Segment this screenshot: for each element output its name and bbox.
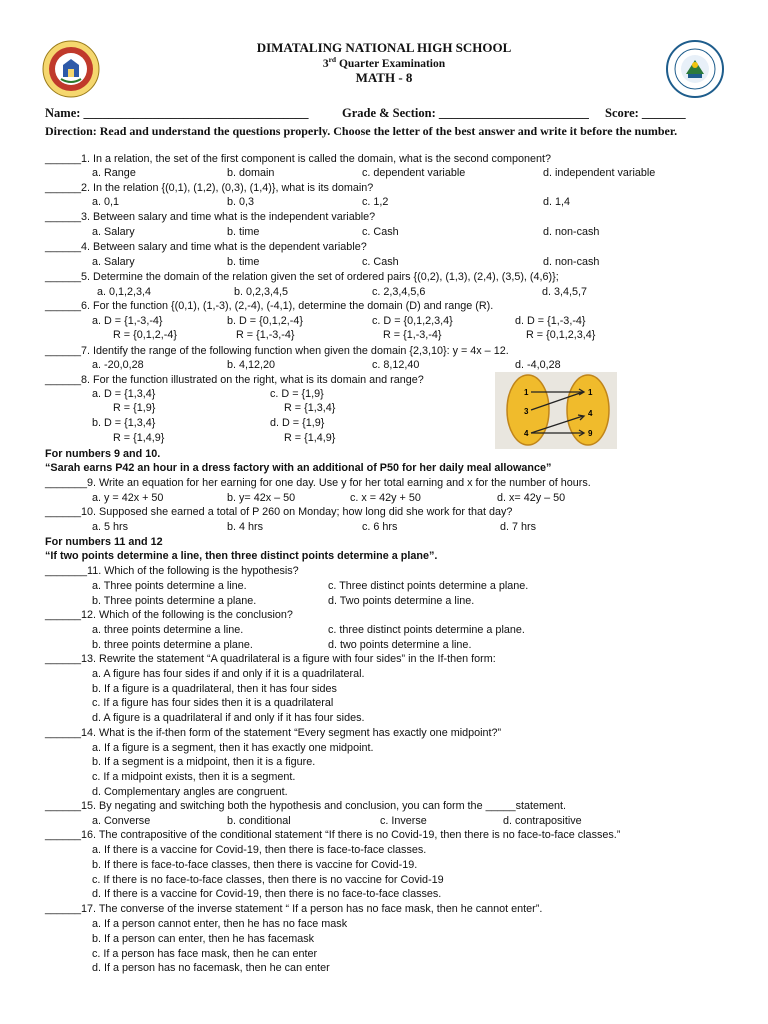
q8-option-d-domain: d. D = {1,9} xyxy=(270,417,325,429)
q12-option-a: a. three points determine a line. xyxy=(92,624,244,636)
q11-option-d: d. Two points determine a line. xyxy=(328,595,475,607)
q3-option-d: d. non-cash xyxy=(543,226,600,238)
q6-option-b-domain: b. D = {0,1,2,-4} xyxy=(227,315,303,327)
q17-option-d: d. If a person has no facemask, then he can enter xyxy=(92,962,330,974)
question-15: ______15. By negating and switching both the hypothesis and conclusion, you can form the _____statement. xyxy=(45,800,567,812)
q11-option-a: a. Three points determine a line. xyxy=(92,580,247,592)
q12-option-c: c. three distinct points determine a plane. xyxy=(328,624,525,636)
subject-title: MATH - 8 xyxy=(355,70,413,85)
q6-option-c-range: R = {1,-3,-4} xyxy=(383,329,442,341)
q10-option-a: a. 5 hrs xyxy=(92,521,129,533)
score-field[interactable]: Score: _______ xyxy=(605,106,686,120)
q10-option-c: c. 6 hrs xyxy=(362,521,398,533)
q13-option-b: b. If a figure is a quadrilateral, then it has four sides xyxy=(92,683,337,695)
exam-quarter xyxy=(0,55,768,70)
q15-option-a: a. Converse xyxy=(92,815,151,827)
q6-option-a-domain: a. D = {1,-3,-4} xyxy=(92,315,163,327)
question-13: ______13. Rewrite the statement “A quadrilateral is a figure with four sides” in the If-then form: xyxy=(45,653,496,665)
question-8: ______8. For the function illustrated on the right, what is its domain and range? xyxy=(45,374,424,386)
quarter-label: Quarter Examination xyxy=(336,57,446,70)
q6-option-a-range: R = {0,1,2,-4} xyxy=(113,329,177,341)
section-quote-11-12: “If two points determine a line, then three distinct points determine a plane”. xyxy=(45,550,438,562)
q4-option-d: d. non-cash xyxy=(543,256,600,268)
q12-option-b: b. three points determine a plane. xyxy=(92,639,253,651)
q3-option-b: b. time xyxy=(227,226,260,238)
q14-option-b: b. If a segment is a midpoint, then it is a figure. xyxy=(92,756,316,768)
domain-value-1: 1 xyxy=(524,388,529,397)
q1-option-a: a. Range xyxy=(92,167,136,179)
question-16: ______16. The contrapositive of the conditional statement “If there is no Covid-19, then there is no face-to-face classes.” xyxy=(45,829,621,841)
question-9: _______9. Write an equation for her earning for one day. Use y for her total earning and x for the number of hours. xyxy=(45,477,591,489)
question-14: ______14. What is the if-then form of the statement “Every segment has exactly one midpoint?” xyxy=(45,727,502,739)
range-value-2: 4 xyxy=(588,409,593,418)
q11-option-c: c. Three distinct points determine a plane. xyxy=(328,580,529,592)
q11-option-b: b. Three points determine a plane. xyxy=(92,595,257,607)
q3-option-c: c. Cash xyxy=(362,226,399,238)
q16-option-c: c. If there is no face-to-face classes, then there is no vaccine for Covid-19 xyxy=(92,874,444,886)
question-1: ______1. In a relation, the set of the first component is called the domain, what is the second component? xyxy=(45,153,551,165)
q13-option-c: c. If a figure has four sides then it is a quadrilateral xyxy=(92,697,334,709)
q8-option-a-domain: a. D = {1,3,4} xyxy=(92,388,156,400)
q16-option-a: a. If there is a vaccine for Covid-19, then there is face-to-face classes. xyxy=(92,844,427,856)
q7-option-d: d. -4,0,28 xyxy=(515,359,561,371)
question-5: ______5. Determine the domain of the relation given the set of ordered pairs {(0,2), (1,3), (2,4), (3,5), (4,6)}; xyxy=(45,271,559,283)
section-quote-9-10: “Sarah earns P42 an hour in a dress factory with an additional of P50 for her daily meal allowance” xyxy=(45,462,552,474)
q12-option-d: d. two points determine a line. xyxy=(328,639,472,651)
range-value-3: 9 xyxy=(588,429,593,438)
question-17: ______17. The converse of the inverse statement “ If a person has no face mask, then he cannot enter”. xyxy=(45,903,543,915)
q2-option-d: d. 1,4 xyxy=(543,196,571,208)
q17-option-a: a. If a person cannot enter, then he has no face mask xyxy=(92,918,348,930)
q9-option-a: a. y = 42x + 50 xyxy=(92,492,164,504)
q2-option-a: a. 0,1 xyxy=(92,196,120,208)
q1-option-c: c. dependent variable xyxy=(362,167,466,179)
question-7: ______7. Identify the range of the following function when given the domain {2,3,10}: y = 4x – 12. xyxy=(45,345,509,357)
q4-option-b: b. time xyxy=(227,256,260,268)
q10-option-d: d. 7 hrs xyxy=(500,521,537,533)
grade-section-field[interactable]: Grade & Section: ________________________ xyxy=(342,106,589,120)
q6-option-d-domain: d. D = {1,-3,-4} xyxy=(515,315,586,327)
q6-option-c-domain: c. D = {0,1,2,3,4} xyxy=(372,315,453,327)
school-name: DIMATALING NATIONAL HIGH SCHOOL xyxy=(256,40,512,55)
q13-option-d: d. A figure is a quadrilateral if and only if it has four sides. xyxy=(92,712,365,724)
question-12: ______12. Which of the following is the conclusion? xyxy=(45,609,293,621)
q6-option-d-range: R = {0,1,2,3,4} xyxy=(526,329,596,341)
q9-option-d: d. x= 42y – 50 xyxy=(497,492,566,504)
q4-option-a: a. Salary xyxy=(92,256,135,268)
q4-option-c: c. Cash xyxy=(362,256,399,268)
range-value-1: 1 xyxy=(588,388,593,397)
domain-value-2: 3 xyxy=(524,407,529,416)
q17-option-c: c. If a person has face mask, then he can enter xyxy=(92,948,318,960)
q8-option-b-range: R = {1,4,9} xyxy=(113,432,165,444)
q7-option-b: b. 4,12,20 xyxy=(227,359,276,371)
question-3: ______3. Between salary and time what is the independent variable? xyxy=(45,211,376,223)
q8-option-c-range: R = {1,3,4} xyxy=(284,402,336,414)
q8-option-c-domain: c. D = {1,9} xyxy=(270,388,324,400)
q9-option-b: b. y= 42x – 50 xyxy=(227,492,296,504)
function-mapping-diagram xyxy=(495,372,617,449)
question-4: ______4. Between salary and time what is the dependent variable? xyxy=(45,241,367,253)
q15-option-c: c. Inverse xyxy=(380,815,427,827)
name-field[interactable]: Name: ____________________________________ xyxy=(45,106,309,120)
section-heading-11-12: For numbers 11 and 12 xyxy=(45,536,163,548)
question-10: ______10. Supposed she earned a total of P 260 on Monday; how long did she work for that day? xyxy=(45,506,513,518)
q5-option-a: a. 0,1,2,3,4 xyxy=(97,286,152,298)
q8-option-b-domain: b. D = {1,3,4} xyxy=(92,417,156,429)
quarter-number: 3 xyxy=(322,57,329,70)
q10-option-b: b. 4 hrs xyxy=(227,521,264,533)
question-11: _______11. Which of the following is the hypothesis? xyxy=(45,565,299,577)
domain-value-3: 4 xyxy=(524,429,529,438)
q13-option-a: a. A figure has four sides if and only if it is a quadrilateral. xyxy=(92,668,365,680)
q14-option-a: a. If a figure is a segment, then it has exactly one midpoint. xyxy=(92,742,374,754)
quarter-suffix: rd xyxy=(328,55,337,64)
q15-option-d: d. contrapositive xyxy=(503,815,582,827)
q8-option-a-range: R = {1,9} xyxy=(113,402,156,414)
q3-option-a: a. Salary xyxy=(92,226,135,238)
q15-option-b: b. conditional xyxy=(227,815,291,827)
q5-option-c: c. 2,3,4,5,6 xyxy=(372,286,426,298)
question-2: ______2. In the relation {(0,1), (1,2), (0,3), (1,4)}, what is its domain? xyxy=(45,182,374,194)
q7-option-a: a. -20,0,28 xyxy=(92,359,144,371)
q2-option-b: b. 0,3 xyxy=(227,196,255,208)
q2-option-c: c. 1,2 xyxy=(362,196,389,208)
q1-option-d: d. independent variable xyxy=(543,167,656,179)
q14-option-c: c. If a midpoint exists, then it is a segment. xyxy=(92,771,296,783)
q9-option-c: c. x = 42y + 50 xyxy=(350,492,421,504)
q5-option-b: b. 0,2,3,4,5 xyxy=(234,286,289,298)
q14-option-d: d. Complementary angles are congruent. xyxy=(92,786,288,798)
q16-option-b: b. If there is face-to-face classes, then there is vaccine for Covid-19. xyxy=(92,859,418,871)
q8-option-d-range: R = {1,4,9} xyxy=(284,432,336,444)
q17-option-b: b. If a person can enter, then he has facemask xyxy=(92,933,315,945)
q6-option-b-range: R = {1,-3,-4} xyxy=(236,329,295,341)
q16-option-d: d. If there is a vaccine for Covid-19, then there is no face-to-face classes. xyxy=(92,888,442,900)
q7-option-c: c. 8,12,40 xyxy=(372,359,420,371)
section-heading-9-10: For numbers 9 and 10. xyxy=(45,448,161,460)
q5-option-d: d. 3,4,5,7 xyxy=(542,286,588,298)
directions: Direction: Read and understand the questions properly. Choose the letter of the best answer and write it before the number. xyxy=(45,124,678,138)
q1-option-b: b. domain xyxy=(227,167,275,179)
question-6: ______6. For the function {(0,1), (1,-3), (2,-4), (-4,1), determine the domain (D) and range (R). xyxy=(45,300,494,312)
